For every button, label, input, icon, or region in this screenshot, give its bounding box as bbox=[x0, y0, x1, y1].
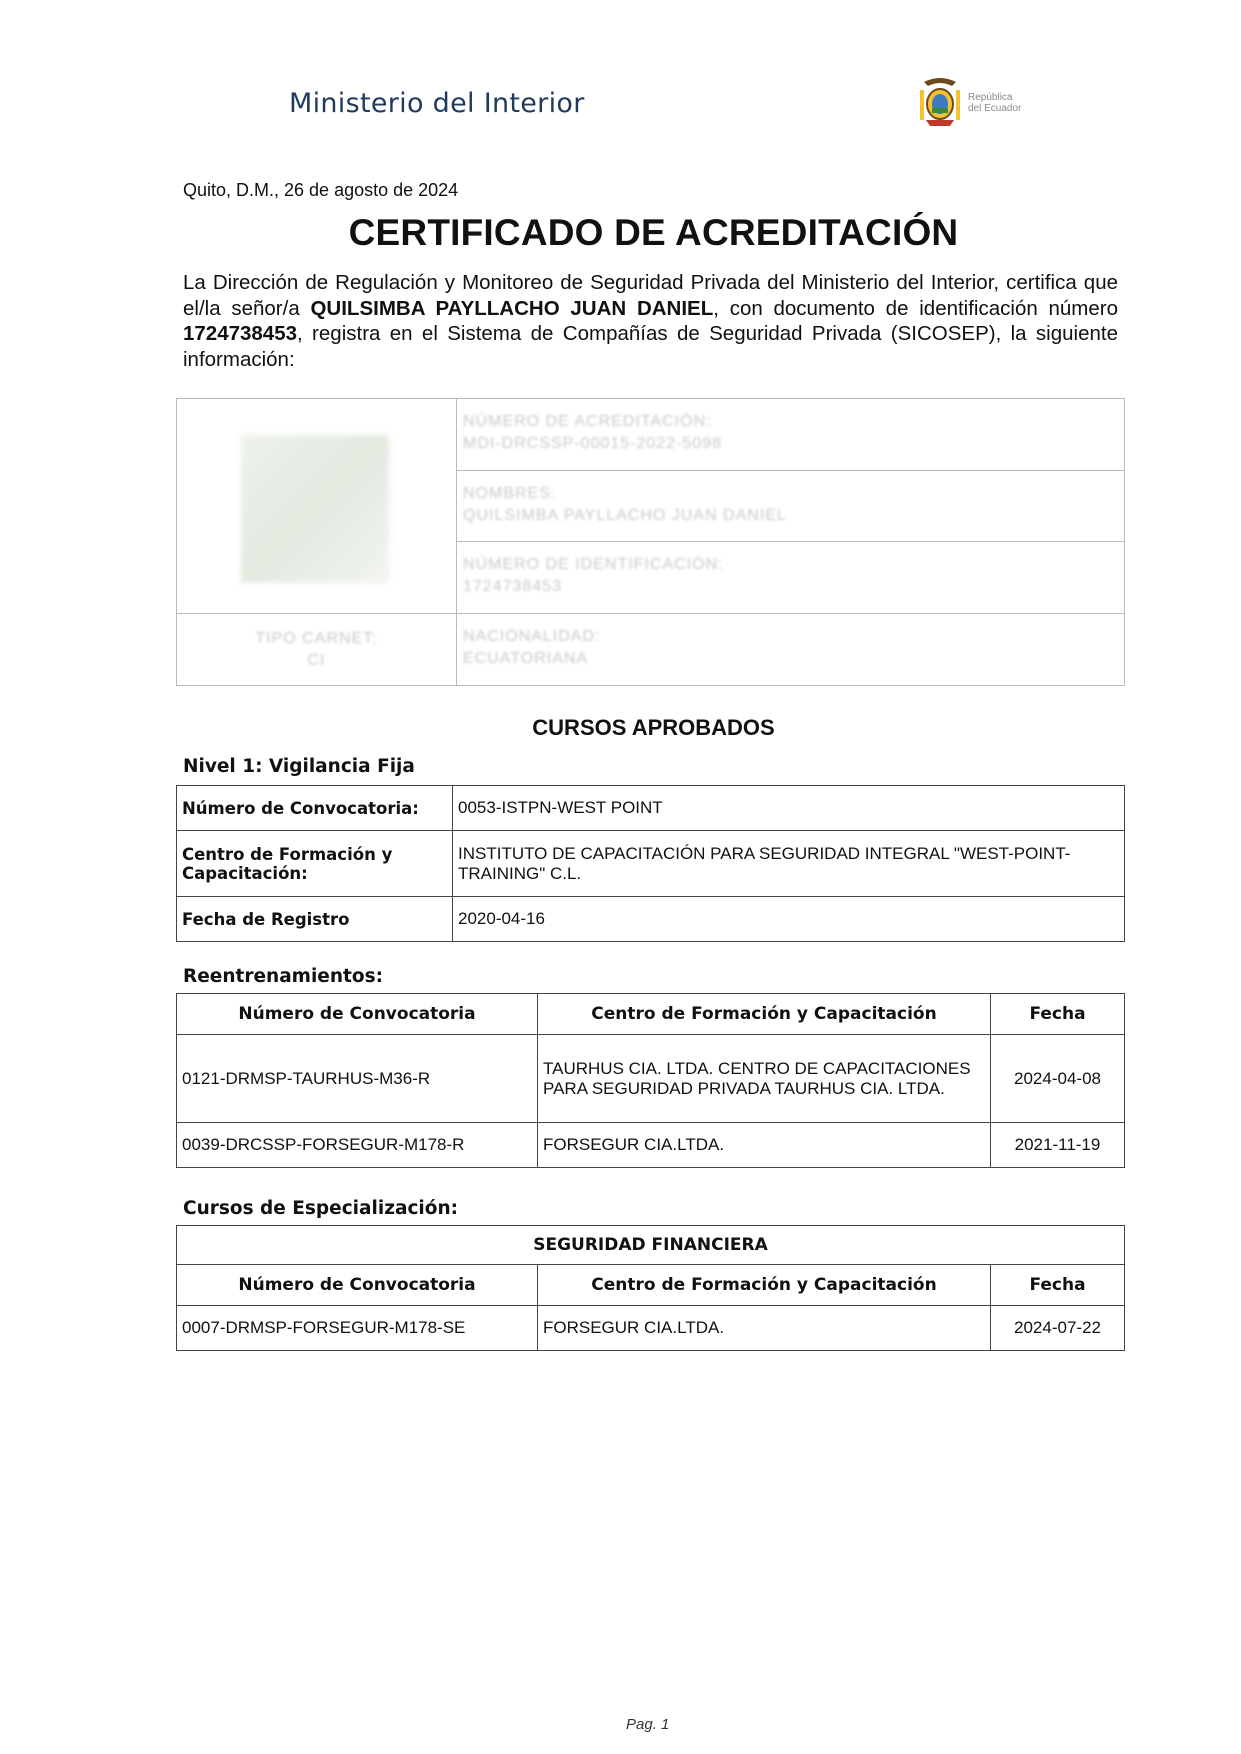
group-header: SEGURIDAD FINANCIERA bbox=[177, 1226, 1125, 1265]
table-row bbox=[177, 831, 1125, 897]
id-card-table bbox=[176, 398, 1125, 686]
tipo-label: TIPO CARNET: bbox=[255, 630, 378, 647]
group-row bbox=[177, 1226, 1125, 1265]
nivel1-table bbox=[176, 785, 1125, 942]
reentrenamientos-heading: Reentrenamientos: bbox=[183, 966, 383, 987]
table-cell: 2020-04-16 bbox=[453, 897, 1125, 942]
table-row bbox=[177, 897, 1125, 942]
identificacion-value: 1724738453 bbox=[463, 578, 562, 596]
table-cell: FORSEGUR CIA.LTDA. bbox=[538, 1306, 991, 1351]
cursos-aprobados-title: CURSOS APROBADOS bbox=[532, 715, 775, 740]
table-row bbox=[177, 1306, 1125, 1351]
table-cell: TAURHUS CIA. LTDA. CENTRO DE CAPACITACIONES PARA SEGURIDAD PRIVADA TAURHUS CIA. LTDA. bbox=[538, 1035, 991, 1123]
identificacion-label: NÚMERO DE IDENTIFICACIÓN: bbox=[463, 556, 724, 574]
identificacion-field bbox=[457, 542, 1125, 614]
acreditacion-label: NÚMERO DE ACREDITACIÓN: bbox=[463, 413, 712, 430]
especializacion-heading: Cursos de Especialización: bbox=[183, 1198, 459, 1219]
table-cell: 2021-11-19 bbox=[991, 1123, 1125, 1168]
intro-name: QUILSIMBA PAYLLACHO JUAN DANIEL bbox=[310, 296, 714, 320]
table-header-row bbox=[177, 1265, 1125, 1306]
photo-cell bbox=[177, 399, 457, 614]
republica-line1: República bbox=[968, 92, 1013, 103]
acreditacion-value: MDI-DRCSSP-00015-2022-5098 bbox=[463, 435, 722, 452]
table-cell: 0039-DRCSSP-FORSEGUR-M178-R bbox=[177, 1123, 538, 1168]
column-header: Fecha bbox=[991, 1265, 1125, 1306]
column-header: Número de Convocatoria bbox=[177, 994, 538, 1035]
table-cell: 0007-DRMSP-FORSEGUR-M178-SE bbox=[177, 1306, 538, 1351]
intro-part1: La Dirección de Regulación y Monitoreo de Seguridad Privada del Ministerio del Interior, certifica que el/la señor/a bbox=[183, 271, 1118, 320]
nombre-value: QUILSIMBA PAYLLACHO JUAN DANIEL bbox=[463, 506, 787, 524]
column-header: Centro de Formación y Capacitación bbox=[538, 994, 991, 1035]
table-cell: Fecha de Registro bbox=[177, 897, 453, 942]
holder-photo bbox=[241, 435, 389, 583]
nombre-label: NOMBRES: bbox=[463, 484, 557, 502]
table-cell: Centro de Formación y Capacitación: bbox=[177, 831, 453, 897]
date-line: Quito, D.M., 26 de agosto de 2024 bbox=[183, 180, 459, 200]
table-header-row bbox=[177, 994, 1125, 1035]
intro-paragraph bbox=[183, 270, 1118, 372]
certificate-title: CERTIFICADO DE ACREDITACIÓN bbox=[348, 212, 959, 253]
table-cell: FORSEGUR CIA.LTDA. bbox=[538, 1123, 991, 1168]
intro-part3: , registra en el Sistema de Compañías de Seguridad Privada (SICOSEP), la siguiente información: bbox=[183, 322, 1118, 371]
republica-line2: del Ecuador bbox=[968, 103, 1022, 114]
intro-part2: , con documento de identificación número bbox=[713, 296, 1119, 320]
table-cell: Número de Convocatoria: bbox=[177, 786, 453, 831]
table-cell: 0121-DRMSP-TAURHUS-M36-R bbox=[177, 1035, 538, 1123]
nacionalidad-value: ECUATORIANA bbox=[463, 650, 589, 667]
table-cell: 2024-07-22 bbox=[991, 1306, 1125, 1351]
nombre-field bbox=[457, 470, 1125, 542]
column-header: Centro de Formación y Capacitación bbox=[538, 1265, 991, 1306]
republica-logo bbox=[918, 76, 1038, 128]
table-row bbox=[177, 786, 1125, 831]
ecuador-coat-of-arms-icon bbox=[918, 76, 962, 128]
nacionalidad-label: NACIONALIDAD: bbox=[463, 628, 601, 645]
tipo-value: CI bbox=[307, 652, 326, 669]
column-header: Número de Convocatoria bbox=[177, 1265, 538, 1306]
ministry-logo-text: Ministerio del Interior bbox=[289, 88, 585, 119]
reentrenamientos-table bbox=[176, 993, 1125, 1168]
table-cell: 0053-ISTPN-WEST POINT bbox=[453, 786, 1125, 831]
tipo-carnet-field bbox=[177, 614, 457, 686]
table-cell: INSTITUTO DE CAPACITACIÓN PARA SEGURIDAD INTEGRAL "WEST-POINT-TRAINING" C.L. bbox=[453, 831, 1125, 897]
acreditacion-field bbox=[457, 399, 1125, 471]
table-row bbox=[177, 1035, 1125, 1123]
column-header: Fecha bbox=[991, 994, 1125, 1035]
page-number: Pag. 1 bbox=[626, 1716, 670, 1733]
especializacion-table bbox=[176, 1225, 1125, 1351]
table-row bbox=[177, 1123, 1125, 1168]
nivel1-heading: Nivel 1: Vigilancia Fija bbox=[183, 756, 415, 777]
intro-id-number: 1724738453 bbox=[183, 322, 298, 345]
table-cell: 2024-04-08 bbox=[991, 1035, 1125, 1123]
nacionalidad-field bbox=[457, 614, 1125, 686]
